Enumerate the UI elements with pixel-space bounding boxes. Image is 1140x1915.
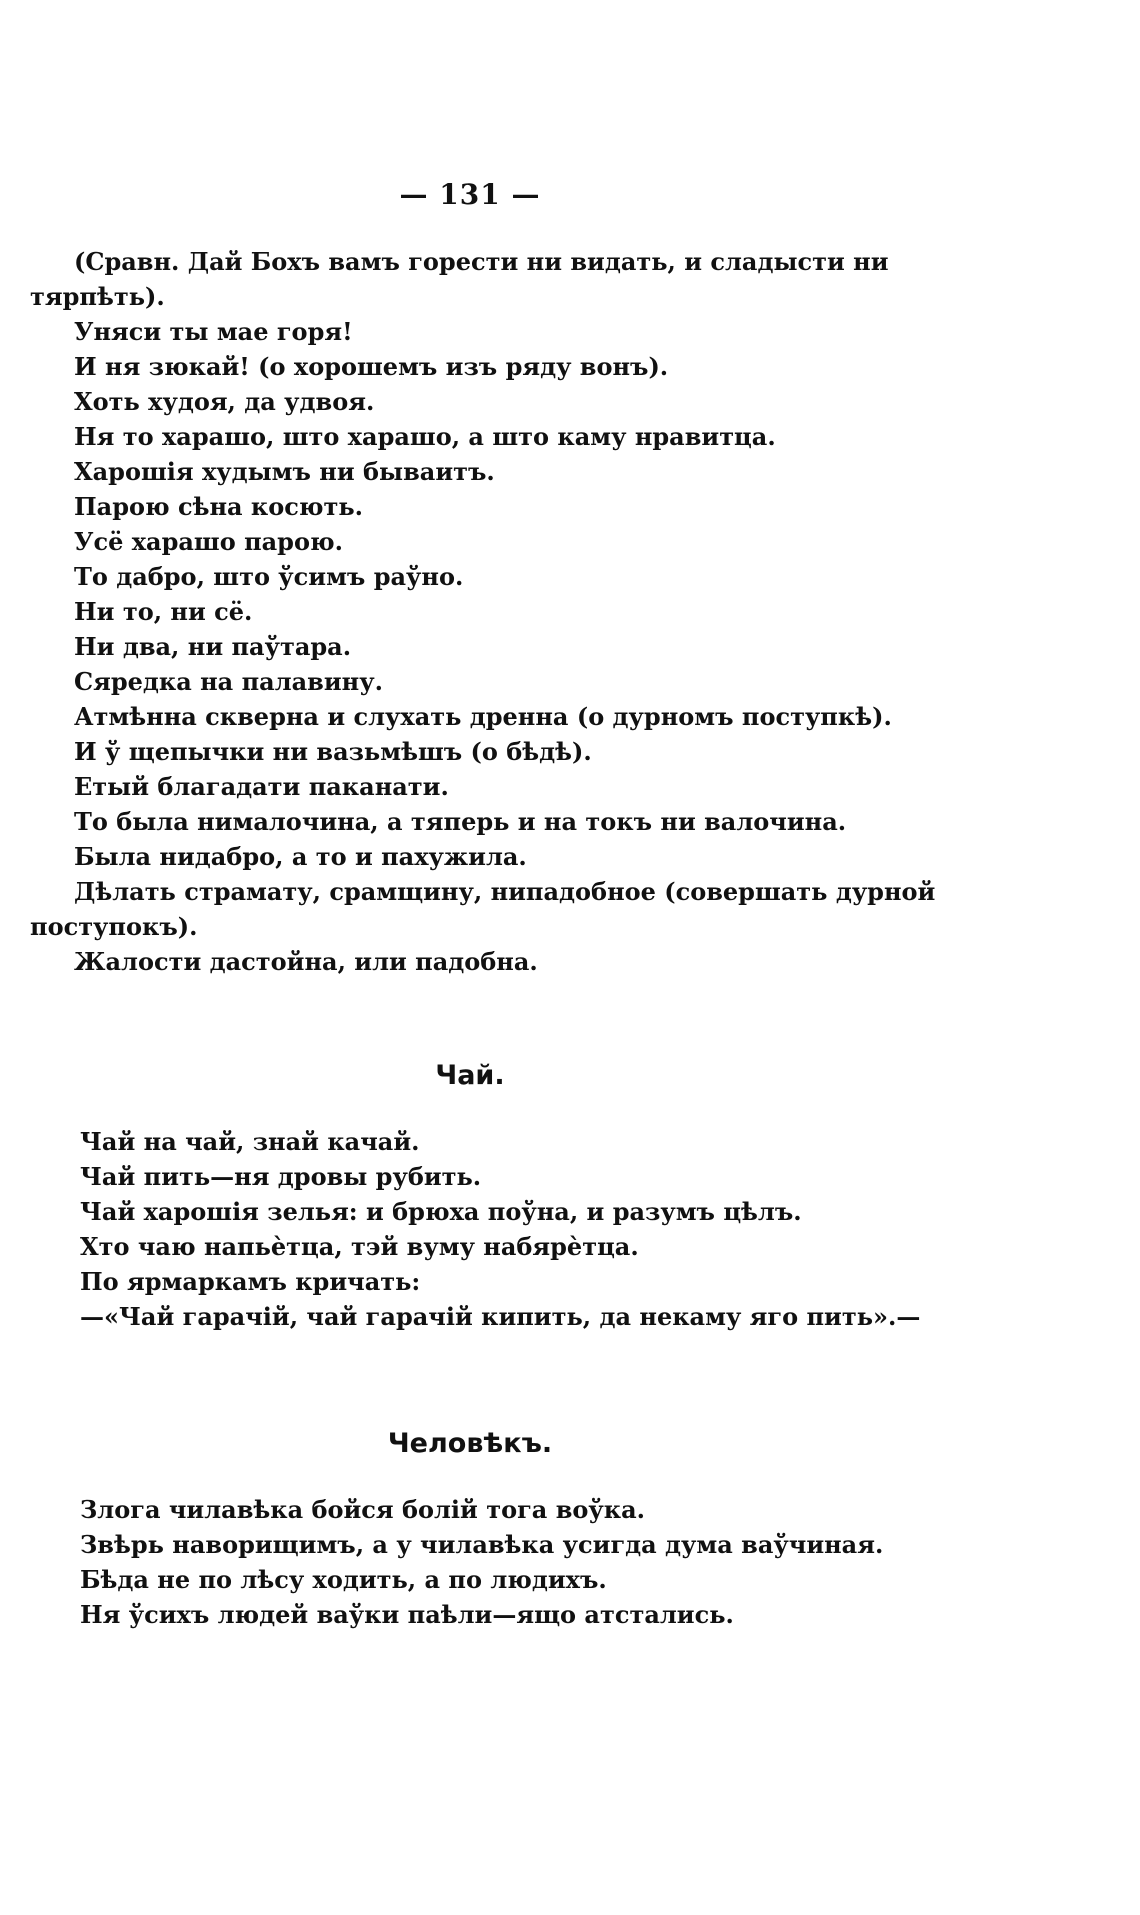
proverb-line: Сяредка на палавину. — [74, 667, 383, 696]
proverb-line: Ни два, ни паўтара. — [74, 632, 352, 661]
section-heading-man: Человѣкъ. — [387, 1428, 553, 1459]
proverb-line: И ня зюкай! (о хорошемъ изъ ряду вонъ). — [74, 352, 669, 381]
proverb-line: (Сравн. Дай Бохъ вамъ горести ни видать, и сладысти ни — [74, 247, 889, 276]
proverb-line: Чай на чай, знай качай. — [80, 1127, 420, 1156]
proverb-line: То дабро, што ўсимъ раўно. — [74, 562, 464, 591]
proverb-line: Злога чилавѣка бойся болій тога воўка. — [80, 1495, 645, 1524]
proverb-line: Ни то, ни сё. — [74, 597, 253, 626]
proverb-line: тярпѣть). — [30, 282, 165, 311]
proverb-line: Чай харошія зелья: и брюха поўна, и разумъ цѣлъ. — [80, 1197, 802, 1226]
proverb-line: Хоть худоя, да удвоя. — [74, 387, 375, 416]
proverb-line: —«Чай гарачій, чай гарачій кипить, да некаму яго пить».— — [80, 1302, 921, 1331]
proverbs-section-man — [80, 1492, 884, 1632]
proverb-line: По ярмаркамъ кричать: — [80, 1267, 421, 1296]
proverbs-section-tea — [80, 1124, 921, 1334]
page-number: — 131 — — [399, 178, 541, 211]
proverb-line: Была нидабро, а то и пахужила. — [74, 842, 527, 871]
proverb-line: Ня ўсихъ людей ваўки паѣли—ящо атстались. — [80, 1600, 734, 1629]
proverb-line: И ў щепычки ни вазьмѣшъ (о бѣдѣ). — [74, 737, 592, 766]
proverb-line: поступокъ). — [30, 912, 198, 941]
proverb-line: Бѣда не по лѣсу ходить, а по людихъ. — [80, 1565, 607, 1594]
proverbs-section-1 — [30, 244, 936, 979]
proverb-line: Хто чаю напьѐтца, тэй вуму набярѐтца. — [80, 1232, 639, 1261]
proverb-line: Дѣлать страмату, срамщину, нипадобное (совершать дурной — [74, 877, 936, 906]
proverb-line: Звѣрь наворищимъ, а у чилавѣка усигда дума ваўчиная. — [80, 1530, 884, 1559]
proverb-line: Уняси ты мае горя! — [74, 317, 353, 346]
proverb-line: Етый благадати паканати. — [74, 772, 449, 801]
proverb-line: Усё харашо парою. — [74, 527, 343, 556]
proverb-line: Жалости дастойна, или падобна. — [74, 947, 538, 976]
proverb-line: Харошія худымъ ни бываитъ. — [74, 457, 495, 486]
proverb-line: То была нималочина, а тяперь и на токъ ни валочина. — [74, 807, 847, 836]
proverb-line: Чай пить—ня дровы рубить. — [80, 1162, 482, 1191]
proverb-line: Атмѣнна скверна и слухать дренна (о дурномъ поступкѣ). — [74, 702, 892, 731]
proverb-line: Парою сѣна косють. — [74, 492, 364, 521]
section-heading-tea: Чай. — [435, 1060, 505, 1091]
proverb-line: Ня то харашо, што харашо, а што каму нравитца. — [74, 422, 776, 451]
